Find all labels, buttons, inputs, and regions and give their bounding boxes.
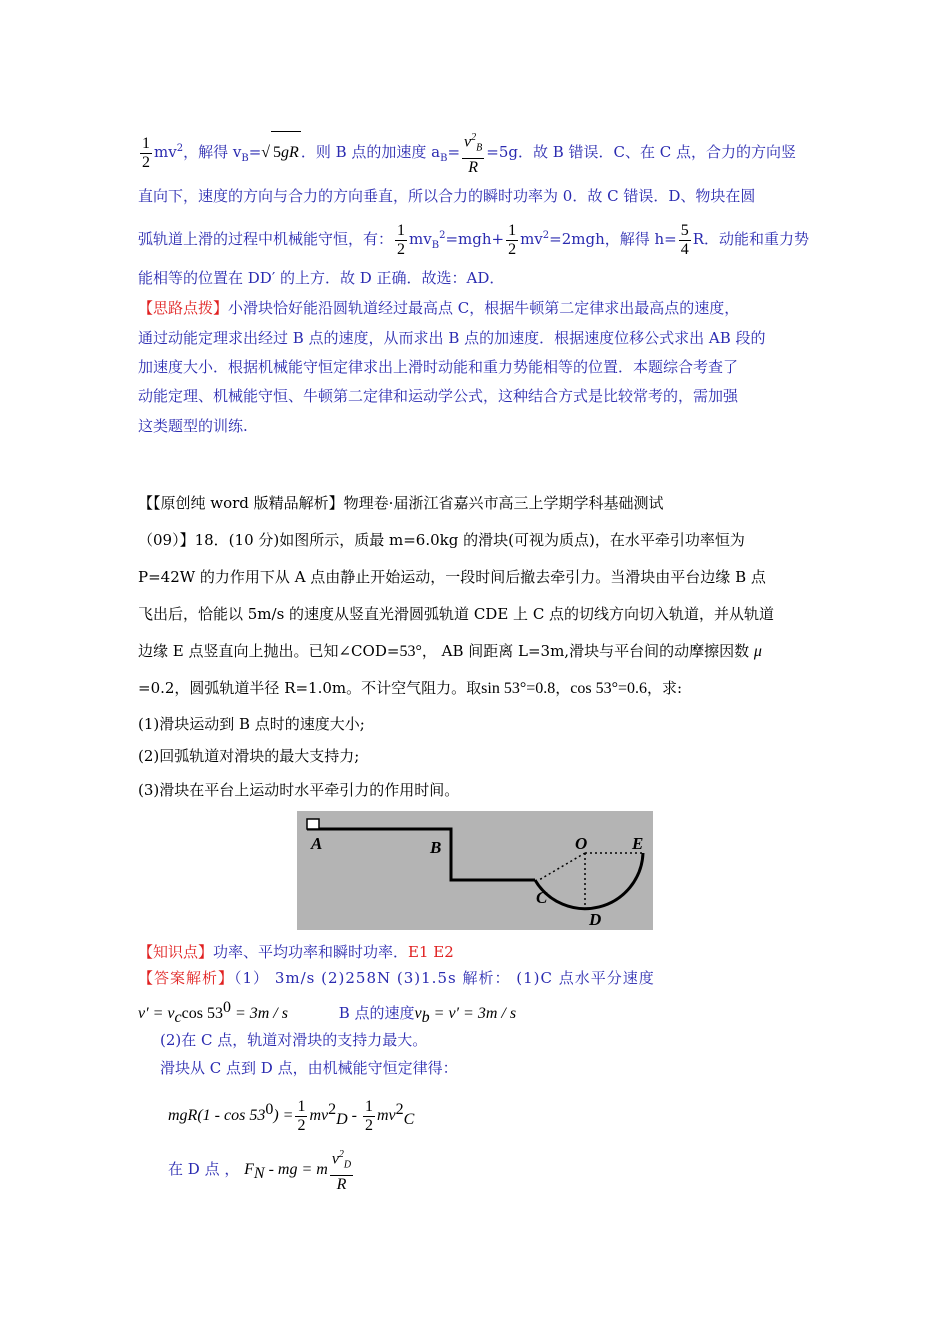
problem-line-4: 飞出后，恰能以 5m/s 的速度从竖直光滑圆弧轨道 CDE 上 C 点的切线方向切入轨道，并从轨道 [138, 605, 775, 623]
label-b: B [430, 838, 442, 857]
solution-line-3: 弧轨道上滑的过程中机械能守恒，有： $\frac{1}{2}$ $mv_B^2=mgh+$ $\frac{1}{2}$ $mv^2=2mgh$，解得 h= $\frac{5}{4}$ R．动能和重力势 [138, 221, 810, 258]
problem-line-3: P=42W 的力作用下从 A 点由静止开始运动，一段时间后撤去牵引力。当滑块由平台边缘 B 点 [138, 568, 766, 586]
step-3: 滑块从 C 点到 D 点，由机械能守恒定律得： [160, 1059, 458, 1077]
tips-line-4: 动能定理、机械能守恒、牛顿第二定律和运动学公式，这种结合方式是比较常考的，需加强 [138, 387, 739, 405]
problem-line-6: =0.2，圆弧轨道半径 R=1.0m。不计空气阻力。取sin 53°=0.8，cos 53°=0.6，求: [138, 679, 683, 697]
fraction-vb2-R: $\frac{v^2_B}{R}$ [462, 129, 484, 177]
problem-line-1: 【【原创纯 word 版精品解析】物理卷·届浙江省嘉兴市高三上学期学科基础测试 [138, 494, 664, 512]
step-2: (2)在 C 点，轨道对滑块的支持力最大。 [160, 1031, 428, 1049]
equation-2: $mgR(1 - \cos 53^0)$ = $\frac{1}{2}$ $mv^2_D$ - $\frac{1}{2}$ $mv^2_C$ [168, 1097, 415, 1134]
solution-line-1: $\frac{1}{2}$ $mv^2$，解得 $v_B=√$ 5gR ．则 B 点的加速度 $a_B=$ $\frac{v^2_B}{R}$ =5g．故 B 错误．C、在 C 点，合力的方向竖 [138, 128, 796, 180]
question-2: (2)回弧轨道对滑块的最大支持力; [138, 747, 360, 765]
label-e: E [632, 834, 644, 853]
solution-line-4: 能相等的位置在 DD′ 的上方．故 D 正确．故选：AD． [138, 269, 505, 287]
slider-block [307, 819, 319, 829]
track-diagram-svg [297, 811, 653, 930]
sqrt-5gR: √ 5gR [261, 144, 301, 161]
question-1: (1)滑块运动到 B 点时的速度大小; [138, 715, 365, 733]
label-d: D [589, 910, 602, 929]
fraction-half: $\frac{1}{2}$ [142, 134, 150, 171]
label-a: A [311, 834, 323, 853]
tips-line-5: 这类题型的训练. [138, 417, 248, 435]
solution-line-2: 直向下，速度的方向与合力的方向垂直，所以合力的瞬时功率为 0．故 C 错误．D、物块在圆 [138, 187, 756, 205]
label-c: C [536, 888, 548, 907]
label-o: O [575, 834, 588, 853]
tips-line-2: 通过动能定理求出经过 B 点的速度，从而求出 B 点的加速度．根据速度位移公式求出 AB 段的 [138, 329, 766, 347]
question-3: (3)滑块在平台上运动时水平牵引力的作用时间。 [138, 781, 460, 799]
tips-line-1: 【思路点拨】小滑块恰好能沿圆轨道经过最高点 C，根据牛顿第二定律求出最高点的速度， [138, 299, 740, 317]
problem-line-5: 边缘 E 点竖直向上抛出。已知∠COD=53°， AB 间距离 L=3m,滑块与平台间的动摩擦因数 μ [138, 642, 762, 660]
tips-line-3: 加速度大小．根据机械能守恒定律求出上滑时动能和重力势能相等的位置．本题综合考查了 [138, 358, 739, 376]
problem-line-2: （09）】18．(10 分)如图所示，质最 m=6.0kg 的滑块(可视为质点)，在水平牵引功率恒为 [138, 531, 745, 549]
equation-3: 在 D 点 ， $F_N$ - mg = m $\frac{v^2_D}{R}$ [168, 1146, 355, 1194]
analysis-line: 【答案解析】（1） 3m/s (2)258N (3)1.5s 解析： (1)C 点水平分速度 [138, 969, 655, 987]
equation-1: $v' = v_c\cos$ $53^0 = 3m / s$ B 点的速度$v_b = v' = 3m / s$ [138, 999, 517, 1026]
knowledge-line: 【知识点】功率、平均功率和瞬时功率．E1 E2 [138, 943, 454, 961]
tips-label: 【思路点拨】 [138, 299, 229, 317]
track-diagram [297, 811, 653, 930]
